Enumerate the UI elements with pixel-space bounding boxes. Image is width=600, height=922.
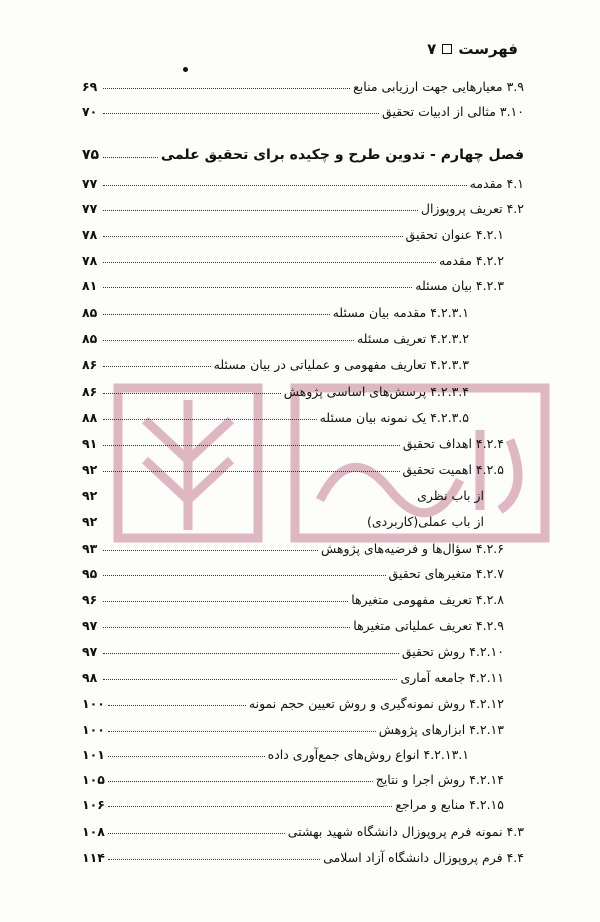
toc-entry-title: از باب عملی(کاربردی) — [366, 514, 484, 529]
toc-entry-page: ۱۱۴ — [82, 850, 105, 865]
toc-entry-page: ۹۵ — [82, 566, 98, 581]
toc-entry-page: ۸۶ — [82, 357, 98, 372]
dot-leader — [103, 340, 354, 341]
toc-entry-page: ۷۷ — [82, 201, 98, 216]
toc-entry-page: ۹۲ — [82, 462, 98, 477]
toc-entry[interactable] — [82, 455, 524, 477]
toc-entry-page: ۹۷ — [82, 644, 98, 659]
toc-entry-title: فصل چهارم - تدوین طرح و چکیده برای تحقیق علمی — [160, 147, 524, 163]
header-page-number: ۷ — [427, 40, 437, 58]
dot-leader — [103, 601, 348, 602]
dot-leader — [108, 705, 246, 706]
toc-entry-title: ۴.۲.۱۰ روش تحقیق — [401, 644, 504, 659]
toc-entry-page: ۸۵ — [82, 305, 98, 320]
dot-leader — [103, 210, 418, 211]
toc-entry[interactable] — [82, 559, 524, 581]
toc-entry-page: ۱۰۰ — [82, 722, 105, 737]
toc-entry-page: ۹۳ — [82, 541, 98, 556]
toc-chapter-heading[interactable] — [82, 141, 524, 163]
toc-entry-page: ۷۵ — [82, 147, 100, 163]
toc-entry-page: ۹۷ — [82, 618, 98, 633]
toc-entry[interactable] — [82, 534, 524, 556]
toc-entry-title: ۴.۲.۱۳ ابزارهای پژوهش — [378, 722, 504, 737]
dot-leader — [103, 262, 436, 263]
dot-leader — [103, 113, 379, 114]
table-of-contents — [82, 0, 524, 922]
toc-entry[interactable] — [82, 585, 524, 607]
toc-entry-title: ۴.۲ تعریف پروپوزال — [420, 201, 524, 216]
toc-entry-page: ۸۱ — [82, 278, 98, 293]
toc-entry[interactable] — [82, 350, 524, 372]
toc-entry-title: ۴.۴ فرم پروپوزال دانشگاه آزاد اسلامی — [323, 850, 524, 865]
toc-entry-title: ۴.۲.۳.۳ تعاریف مفهومی و عملیاتی در بیان مسئله — [213, 357, 469, 372]
toc-entry-title: ۴.۲.۷ متغیرهای تحقیق — [388, 566, 504, 581]
dot-leader — [103, 471, 400, 472]
toc-entry[interactable] — [82, 246, 524, 268]
toc-entry[interactable] — [82, 97, 524, 119]
dot-leader — [103, 287, 412, 288]
dot-leader — [103, 627, 350, 628]
dot-leader — [103, 419, 317, 420]
dot-leader — [108, 833, 285, 834]
toc-entry-page: ۷۸ — [82, 227, 98, 242]
toc-entry-page: ۷۰ — [82, 104, 98, 119]
toc-entry[interactable] — [82, 377, 524, 399]
toc-entry[interactable] — [82, 298, 524, 320]
toc-entry[interactable] — [82, 689, 524, 711]
toc-entry-title: ۴.۲.۵ اهمیت تحقیق — [402, 462, 504, 477]
toc-entry[interactable] — [82, 481, 524, 503]
toc-entry-title: ۳.۹ معیارهایی جهت ارزیابی منابع — [353, 79, 524, 94]
toc-entry[interactable] — [82, 220, 524, 242]
toc-entry-title: ۴.۲.۳.۵ یک نمونه بیان مسئله — [319, 410, 469, 425]
dot-leader — [103, 236, 403, 237]
toc-entry-title: ۴.۲.۲ مقدمه — [438, 253, 504, 268]
toc-entry[interactable] — [82, 765, 524, 787]
toc-entry[interactable] — [82, 271, 524, 293]
toc-entry-page: ۷۷ — [82, 176, 98, 191]
toc-entry-title: ۴.۲.۱۴ روش اجرا و نتایج — [375, 772, 504, 787]
toc-entry-title: ۴.۲.۱۵ منابع و مراجع — [395, 797, 504, 812]
toc-entry-title: از باب نظری — [417, 488, 484, 503]
toc-entry-title: ۴.۲.۳.۲ تعریف مسئله — [356, 331, 469, 346]
toc-entry-title: ۴.۲.۱۲ روش نمونه‌گیری و روش تعیین حجم نمونه — [248, 696, 504, 711]
toc-entry[interactable] — [82, 169, 524, 191]
toc-entry-page: ۹۱ — [82, 436, 98, 451]
toc-entry[interactable] — [82, 740, 524, 762]
toc-entry-page: ۹۲ — [82, 514, 98, 529]
toc-entry-title: ۴.۲.۸ تعریف مفهومی متغیرها — [351, 592, 504, 607]
dot-leader — [103, 550, 318, 551]
toc-entry-page: ۶۹ — [82, 79, 98, 94]
dot-leader — [103, 575, 386, 576]
dot-leader — [108, 859, 320, 860]
toc-entry[interactable] — [82, 194, 524, 216]
toc-entry-page: ۹۶ — [82, 592, 98, 607]
toc-entry-page: ۱۰۰ — [82, 696, 105, 711]
toc-entry-page: ۷۸ — [82, 253, 98, 268]
dot-leader — [103, 157, 158, 158]
toc-entry-title: ۴.۲.۶ سؤال‌ها و فرضیه‌های پژوهش — [321, 541, 504, 556]
dot-leader — [103, 88, 350, 89]
toc-entry-page: ۹۸ — [82, 670, 98, 685]
toc-entry[interactable] — [82, 507, 524, 529]
toc-entry-page: ۹۲ — [82, 488, 98, 503]
toc-entry-page: ۸۶ — [82, 384, 98, 399]
toc-entry-page: ۱۰۸ — [82, 824, 105, 839]
toc-entry-page: ۸۸ — [82, 410, 98, 425]
dot-leader — [108, 781, 373, 782]
dot-leader — [103, 366, 211, 367]
toc-entry-page: ۱۰۵ — [82, 772, 105, 787]
toc-entry-title: ۴.۳ نمونه فرم پروپوزال دانشگاه شهید بهشتی — [287, 824, 524, 839]
toc-entry-title: ۴.۲.۳.۴ پرسش‌های اساسی پژوهش — [283, 384, 469, 399]
toc-entry[interactable] — [82, 790, 524, 812]
toc-entry[interactable] — [82, 324, 524, 346]
header-title: فهرست — [458, 40, 518, 58]
dot-leader — [108, 806, 392, 807]
toc-entry-title: ۴.۲.۳ بیان مسئله — [415, 278, 504, 293]
toc-entry-title: ۴.۲.۳.۱ مقدمه بیان مسئله — [332, 305, 469, 320]
toc-entry[interactable] — [82, 637, 524, 659]
dot-leader — [103, 445, 400, 446]
toc-entry-title: ۳.۱۰ مثالی از ادبیات تحقیق — [382, 104, 524, 119]
dot-leader — [103, 653, 399, 654]
toc-entry[interactable] — [82, 715, 524, 737]
dot-leader — [108, 756, 265, 757]
dot-leader — [103, 314, 330, 315]
toc-entry[interactable] — [82, 817, 524, 839]
toc-entry[interactable] — [82, 72, 524, 94]
dot-leader — [108, 731, 376, 732]
toc-entry-page: ۱۰۱ — [82, 747, 105, 762]
toc-entry[interactable] — [82, 843, 524, 865]
toc-entry-title: ۴.۲.۹ تعریف عملیاتی متغیرها — [353, 618, 504, 633]
toc-entry-title: ۴.۱ مقدمه — [469, 176, 524, 191]
toc-entry[interactable] — [82, 663, 524, 685]
toc-entry-title: ۴.۲.۱ عنوان تحقیق — [405, 227, 504, 242]
toc-entry-page: ۸۵ — [82, 331, 98, 346]
toc-entry-title: ۴.۲.۴ اهداف تحقیق — [402, 436, 504, 451]
toc-entry[interactable] — [82, 429, 524, 451]
toc-entry-title: ۴.۲.۱۳.۱ انواع روش‌های جمع‌آوری داده — [267, 747, 469, 762]
toc-entry[interactable] — [82, 403, 524, 425]
toc-entry[interactable] — [82, 611, 524, 633]
toc-entry-page: ۱۰۶ — [82, 797, 105, 812]
dot-leader — [103, 393, 281, 394]
dot-leader — [103, 185, 467, 186]
toc-entry-title: ۴.۲.۱۱ جامعه آماری — [400, 670, 504, 685]
dot-leader — [103, 679, 397, 680]
